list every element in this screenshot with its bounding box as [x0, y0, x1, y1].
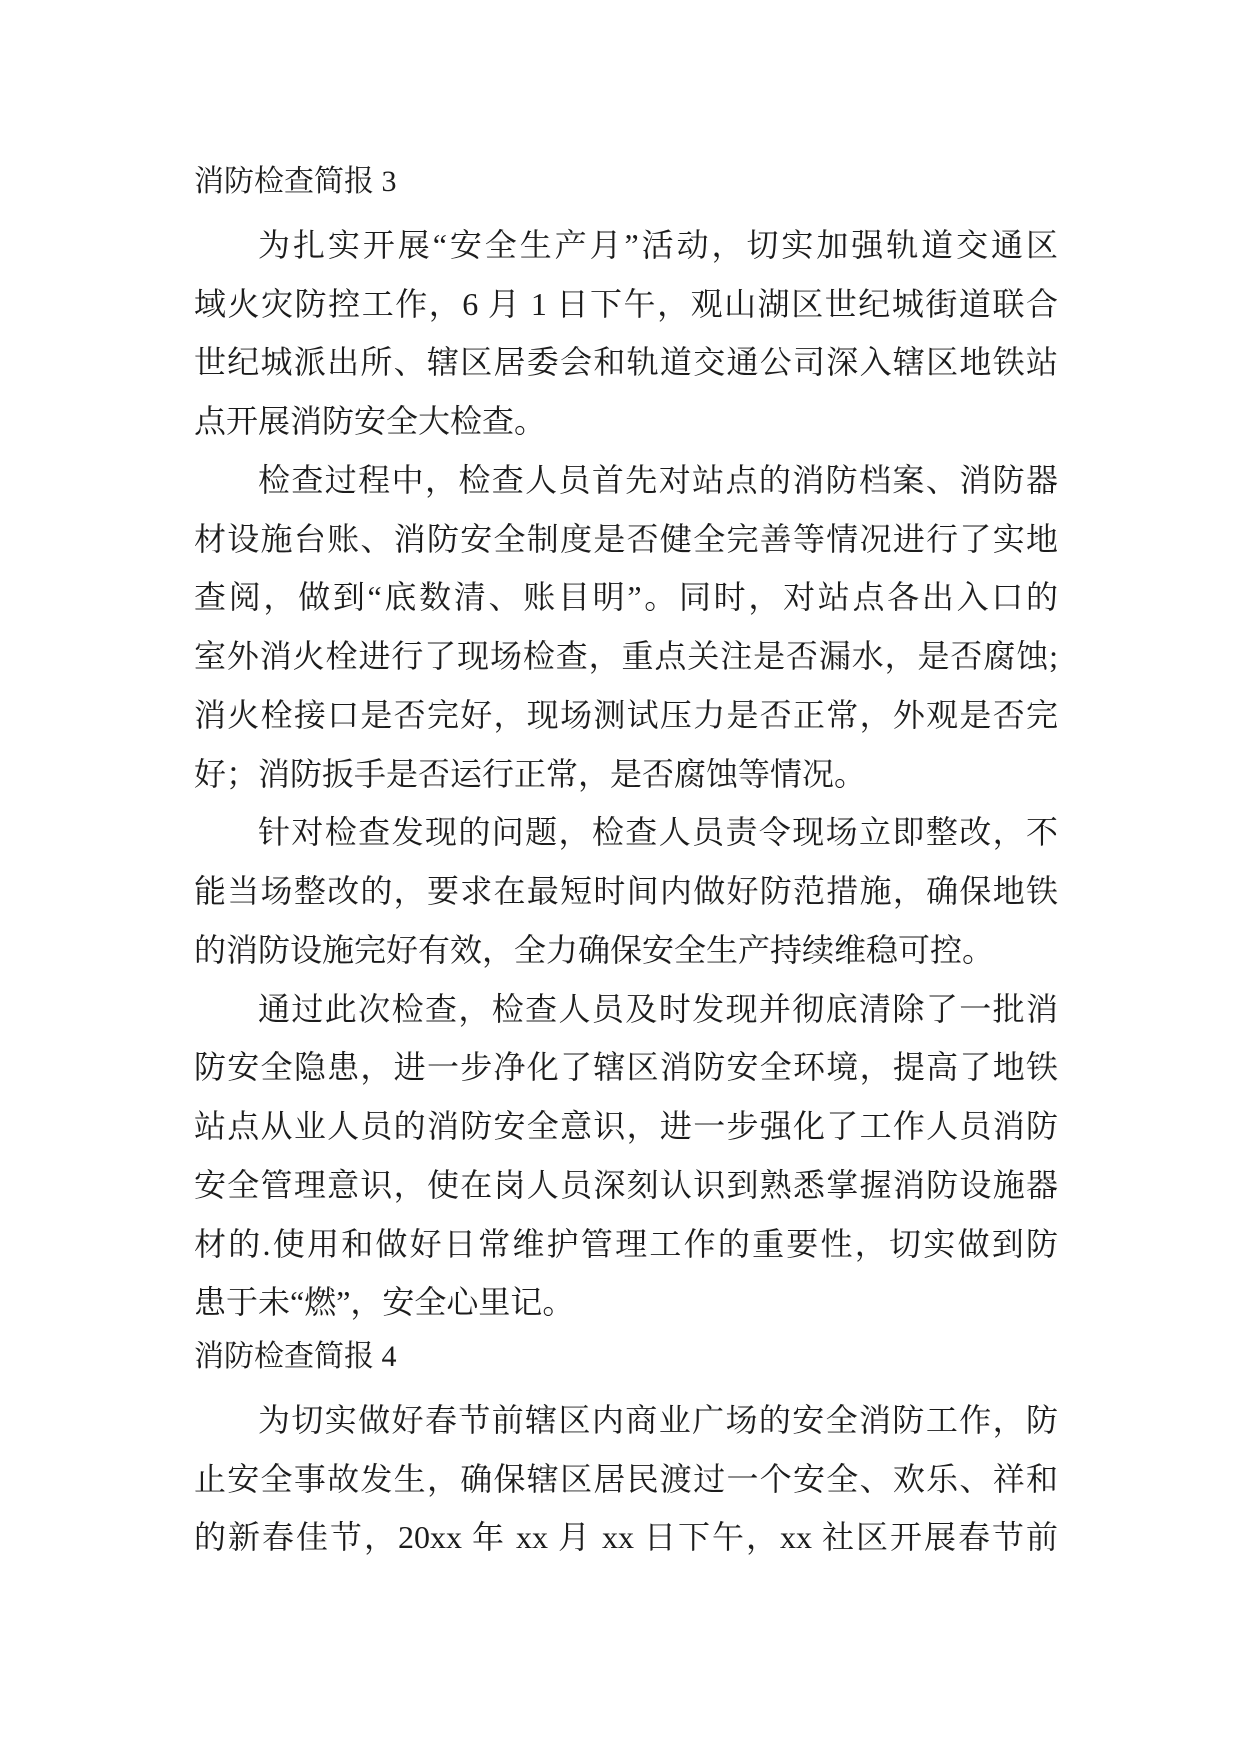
section-heading: 消防检查简报 4	[194, 1340, 397, 1373]
paragraph-line: 针对检查发现的问题，检查人员责令现场立即整改，不	[258, 814, 1058, 851]
paragraph	[194, 451, 1058, 804]
paragraph-line: 好；消防扳手是否运行正常，是否腐蚀等情况。	[194, 755, 867, 792]
paragraph-line: 域火灾防控工作，6 月 1 日下午，观山湖区世纪城街道联合	[194, 285, 1058, 322]
paragraph-line: 站点从业人员的消防安全意识，进一步强化了工作人员消防	[194, 1108, 1058, 1144]
paragraph-line: 为扎实开展“安全生产月”活动，切实加强轨道交通区	[258, 226, 1058, 263]
document-body	[194, 157, 1058, 1567]
paragraph	[194, 980, 1058, 1333]
report-section	[194, 157, 1058, 1332]
paragraph-line: 材设施台账、消防安全制度是否健全完善等情况进行了实地	[194, 520, 1058, 557]
paragraph-line: 室外消火栓进行了现场检查，重点关注是否漏水，是否腐蚀;	[194, 638, 1058, 674]
paragraph-line: 检查过程中，检查人员首先对站点的消防档案、消防器	[258, 461, 1058, 498]
paragraph-line: 患于未“燃”，安全心里记。	[194, 1284, 575, 1321]
paragraph	[194, 1391, 1058, 1567]
paragraph-line: 查阅，做到“底数清、账目明”。同时，对站点各出入口的	[194, 579, 1058, 616]
paragraph-line: 止安全事故发生，确保辖区居民渡过一个安全、欢乐、祥和	[194, 1460, 1058, 1497]
paragraph-line: 通过此次检查，检查人员及时发现并彻底清除了一批消	[258, 990, 1058, 1027]
paragraph-line: 点开展消防安全大检查。	[194, 403, 547, 439]
report-section	[194, 1332, 1058, 1567]
paragraph	[194, 216, 1058, 451]
paragraph-line: 的消防设施完好有效，全力确保安全生产持续维稳可控。	[194, 931, 995, 968]
paragraph-line: 能当场整改的，要求在最短时间内做好防范措施，确保地铁	[194, 873, 1058, 909]
paragraph-line: 安全管理意识，使在岗人员深刻认识到熟悉掌握消防设施器	[194, 1166, 1058, 1203]
paragraph-line: 的新春佳节，20xx 年 xx 月 xx 日下午，xx 社区开展春节前	[194, 1519, 1058, 1556]
paragraph-line: 防安全隐患，进一步净化了辖区消防安全环境，提高了地铁	[194, 1049, 1058, 1086]
paragraph	[194, 803, 1058, 979]
paragraph-line: 为切实做好春节前辖区内商业广场的安全消防工作，防	[258, 1401, 1058, 1438]
paragraph-line: 消火栓接口是否完好，现场测试压力是否正常，外观是否完	[194, 696, 1058, 733]
paragraph-line: 材的.使用和做好日常维护管理工作的重要性，切实做到防	[194, 1225, 1058, 1262]
paragraph-line: 世纪城派出所、辖区居委会和轨道交通公司深入辖区地铁站	[194, 344, 1058, 381]
section-heading: 消防检查简报 3	[194, 165, 397, 198]
